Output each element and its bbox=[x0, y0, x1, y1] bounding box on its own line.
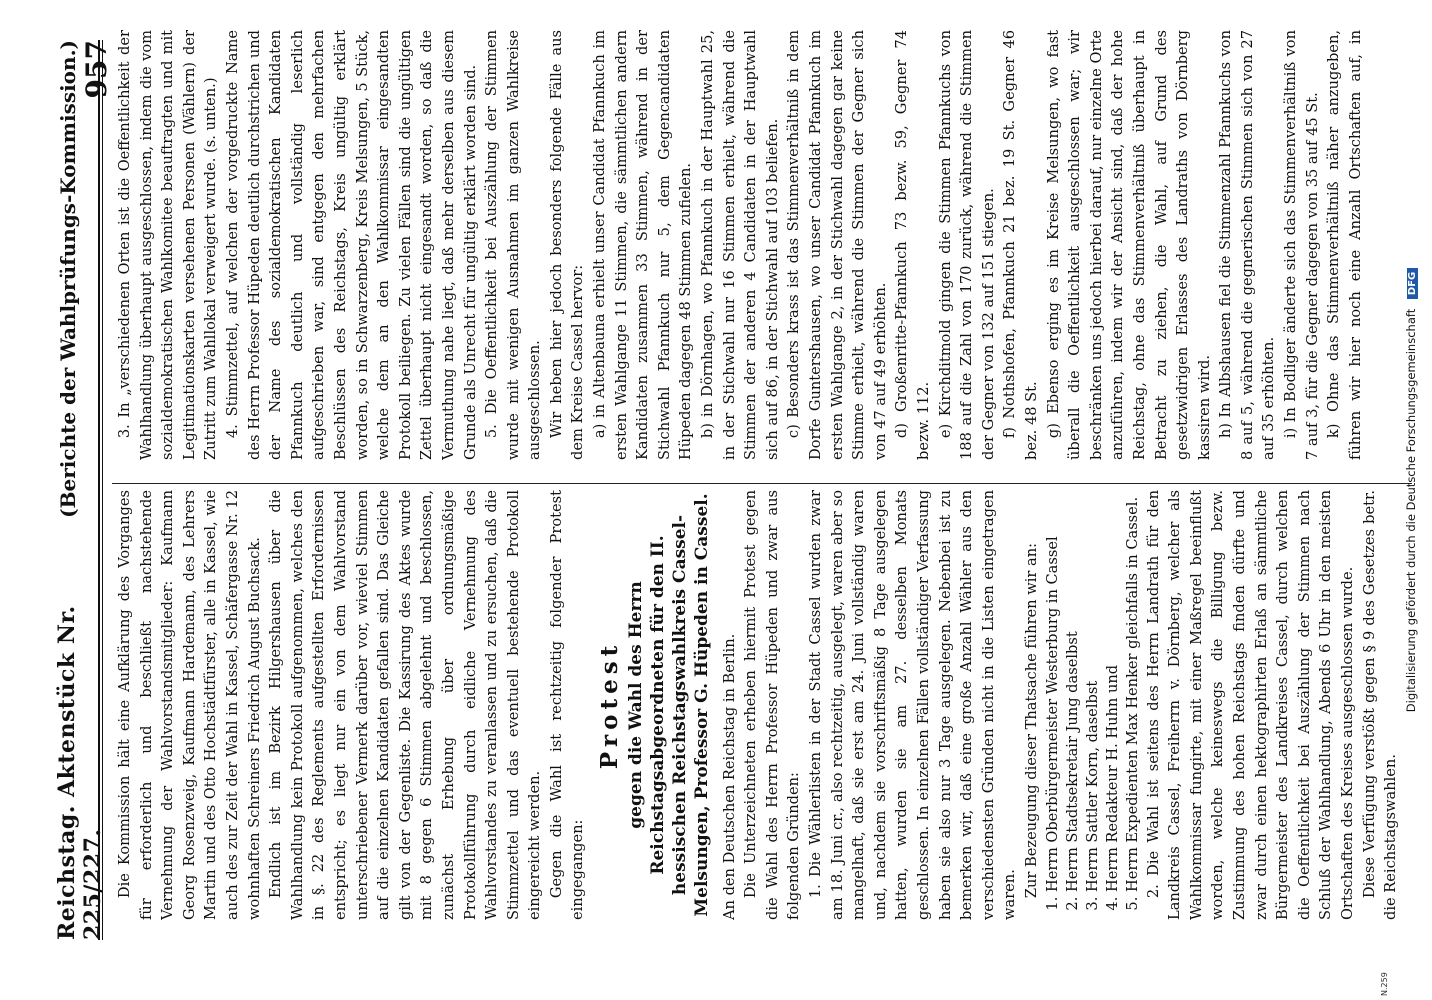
witness-item: 1. Herrn Oberbürgermeister Westerburg in Cassel bbox=[1043, 490, 1063, 892]
list-item: h) In Albshausen fiel die Stimmenzahl Pfannkuchs von 8 auf 5, während die gegnerischen Stimmen sich von 27 auf 35 erhöhten. bbox=[1217, 30, 1278, 460]
addressee: An den Deutschen Reichstag in Berlin. bbox=[720, 633, 738, 920]
witness-list bbox=[1043, 490, 1143, 920]
corner-mark: N.259 bbox=[1380, 972, 1389, 996]
witness-item: 4. Herrn Redakteur H. Huhn und bbox=[1103, 490, 1123, 892]
paragraph: Diese Verfügung verstößt gegen § 9 des Gesetzes betr. die Reichstagswahlen. bbox=[1360, 490, 1400, 920]
list-item: i) In Bodliger änderte sich das Stimmenverhältniß von 7 auf 3, für die Gegner dagegen von 35 auf 45 St. bbox=[1282, 30, 1321, 460]
list-item: e) Kirchditmold gingen die Stimmen Pfannkuchs von 188 auf die Zahl von 170 zurück, während die Stimmen der Gegner von 132 auf 151 stiegen. bbox=[936, 30, 997, 460]
list-item: b) in Dörnhagen, wo Pfannkuch in der Hauptwahl 25, in der Stichwahl nur 16 Stimmen erhielt, während die Stimmen der anderen 4 Candidaten in der Hauptwahl sich auf 86, in der Stichwahl auf 103 beliefen. bbox=[699, 30, 781, 460]
list-item: k) Ohne das Stimmenverhältniß näher anzugeben, führen wir hier noch eine Anzahl Ortschaften auf, in bbox=[1325, 30, 1364, 460]
header-rule bbox=[98, 40, 100, 940]
header-right: (Berichte der Wahlprüfungs-Kommission.) bbox=[56, 40, 80, 518]
paragraph: Wir heben hier jedoch besonders folgende Fälle aus dem Kreise Cassel hervor: bbox=[547, 30, 587, 460]
list-item: a) in Altenbauna erhielt unser Candidat Pfannkuch im ersten Wahlgange 11 Stimmen, die sämmtlichen andern Kandidaten zusammen 33 Stimmen, während in der Stichwahl Pfannkuch nur 5, dem Gegencandidaten Hüpeden dagegen 48 Stimmen zufielen. bbox=[591, 30, 695, 460]
page-header bbox=[0, 40, 113, 940]
column-divider bbox=[112, 483, 1412, 484]
list-item: f) Nothshofen, Pfannkuch 21 bez. 19 St. Gegner 46 bez. 48 St. bbox=[1001, 30, 1040, 460]
witness-item: 5. Herrn Expedienten Max Henker gleichfalls in Cassel. bbox=[1123, 490, 1143, 892]
paragraph: 2. Die Wahl ist seitens des Herrn Landrath für den Landkreis Cassel, Freiherrn v. Dörnberg, welcher als Wahlkommissar fungirte, mit einer Maßregel beeinflußt worden, welche keineswegs die Billigung bezw. Zustimmung des hohen Reichstags finden dürfte und zwar durch einen hektographirten Erlaß an sämmtliche Bürgermeister des Landkreises Cassel, durch welchen die Oeffentlichkeit bei Auszählung der Stimmen nach Schluß der Wahlhandlung, Abends 6 Uhr in den meisten Ortschaften des Kreises ausgeschlossen wurde. bbox=[1144, 490, 1356, 920]
digitization-note bbox=[1404, 40, 1418, 940]
paragraph: 4. Stimmzettel, auf welchen der vorgedruckte Name des Herrn Professor Hüpeden deutlich durchstrichen und der Name des sozialdemokratischen Kandidaten Pfannkuch deutlich und vollständig leserlich aufgeschrieben war, sind entgegen den mehrfachen Beschlüssen des Reichstags, Kreis ungültig erklärt worden, so in Schwarzenberg, Kreis Melsungen, 5 Stück, welche dem an den Wahlkommissar eingesandten Protokoll beiliegen. Zu vielen Fällen sind die ungültigen Zettel überhaupt nicht eingesandt worden, so daß die Vermuthung nahe liegt, daß mehr derselben aus diesem Grunde als Unrecht für ungültig erklärt worden sind. bbox=[223, 30, 479, 460]
paragraph: 5. Die Oeffentlichkeit bei Auszählung der Stimmen wurde mit wenigen Ausnahmen im ganzen Wahlkreise ausgeschlossen. bbox=[483, 30, 544, 460]
witness-item: 3. Herrn Sattler Korn, daselbst bbox=[1083, 490, 1103, 892]
digitization-text: Digitalisierung gefördert durch die Deutsche Forschungsgemeinschaft bbox=[1404, 308, 1418, 713]
witness-item: 2. Herrn Stadtsekretair Jung daselbst bbox=[1063, 490, 1083, 892]
list-item: c) Besonders krass ist das Stimmenverhältniß in dem Dorfe Guntershausen, wo unser Candidat Pfannkuch im ersten Wahlgange 2, in der Stichwahl dagegen gar keine Stimme erhielt, während die Stimmen der Gegner sich von 47 auf 49 erhöhten. bbox=[785, 30, 889, 460]
header-left: Reichstag. Aktenstück Nr. 225/227. bbox=[54, 605, 106, 940]
dfg-logo: DFG bbox=[1407, 268, 1418, 299]
paragraph: 3. In „verschiedenen Orten ist die Oeffentlichkeit der Wahlhandlung überhaupt ausgeschlossen, indem die vom sozialdemokratischen Wahlkomitee beauftragten und mit Legitimationskarten versehenen Personen (Wählern) der Zutritt zum Wahllokal verweigert wurde. (s. unten.) bbox=[116, 30, 220, 460]
header-rule-thin bbox=[102, 40, 103, 940]
page-number: 957 bbox=[80, 40, 113, 99]
list-item: d) Großenritte-Pfannkuch 73 bezw. 59, Gegner 74 bezw. 112. bbox=[893, 30, 932, 460]
paragraph: 1. Die Wählerlisten in der Stadt Cassel wurden zwar am 18. Juni cr., also rechtzeitig, ausgelegt, waren aber so mangelhaft, daß sie erst am 24. Juni vollständig waren und, nachdem sie vorschriftsmäßig 8 Tage ausgelegen hatten, wurden sie am 27. desselben Monats geschlossen. In einzelnen Fällen vollständiger Verfassung haben sie also nur 3 Tage ausgelegen. Nebenbei ist zu bemerken wir, daß eine große Anzahl Wähler aus den verschiedensten Gründen nicht in die Listen eingetragen waren. bbox=[807, 490, 1019, 920]
protest-subtitle: gegen die Wahl des Herrn Reichstagsabgeordneten für den II. hessischen Reichstagswahlkreis Cassel-Melsungen, Professor G. Hüpeden in Cassel. bbox=[625, 493, 712, 917]
column-left bbox=[114, 490, 1404, 920]
column-right bbox=[114, 30, 1364, 460]
list-item: g) Ebenso erging es im Kreise Melsungen, wo fast überall die Oeffentlichkeit ausgeschlossen war; wir beschränken uns jedoch hierbei darauf, nur einzelne Orte anzuführen, indem wir der Ansicht sind, daß der hohe Reichstag, ohne das Stimmenverhältniß überhaupt in Betracht zu ziehen, die Wahl, auf Grund des gesetzwidrigen Erlasses des Landraths von Dörnberg kassiren wird. bbox=[1044, 30, 1213, 460]
paragraph: Die Unterzeichneten erheben hiermit Protest gegen die Wahl des Herrn Professor Hüpeden und zwar aus folgenden Gründen: bbox=[742, 490, 803, 920]
protest-title: Protest bbox=[596, 640, 624, 770]
paragraph: Zur Bezeugung dieser Thatsache führen wir an: bbox=[1022, 542, 1040, 899]
paragraph: Gegen die Wahl ist rechtzeitig folgender Protest eingegangen: bbox=[547, 490, 587, 920]
paragraph: Die Kommission hält eine Aufklärung des Vorganges für erforderlich und beschließt nachstehende Vernehmung der Wahlvorstandsmitglieder: Kaufmann Georg Rosenzweig, Kaufmann Hardemann, des Lehrers Martin und des Otto Hochstädtfürster, alle in Kassel, wie auch des zur Zeit der Wahl in Kassel, Schäfergasse Nr. 12 wohnhaften Schreiners Friedrich August Buchsack. bbox=[116, 490, 263, 920]
paragraph: Endlich ist im Bezirk Hilgershausen über die Wahlhandlung kein Protokoll aufgenommen, welches den in §. 22 des Reglements aufgestellten Erfordernissen entspricht; es liegt nur ein von dem Wahlvorstand unterschriebener Vermerk darüber vor, wieviel Stimmen auf die einzelnen Kandidaten gefallen sind. Das Gleiche gilt von der Gegenliste. Die Kassirung des Aktes wurde mit 8 gegen 6 Stimmen abgelehnt und beschlossen, zunächst Erhebung über ordnungsmäßige Protokollführung durch eidliche Vernehmung des Wahlvorstandes zu veranlassen und zu ersuchen, daß die Stimmzettel und das eventuell bestehende Protokoll eingereicht werden. bbox=[267, 490, 544, 920]
